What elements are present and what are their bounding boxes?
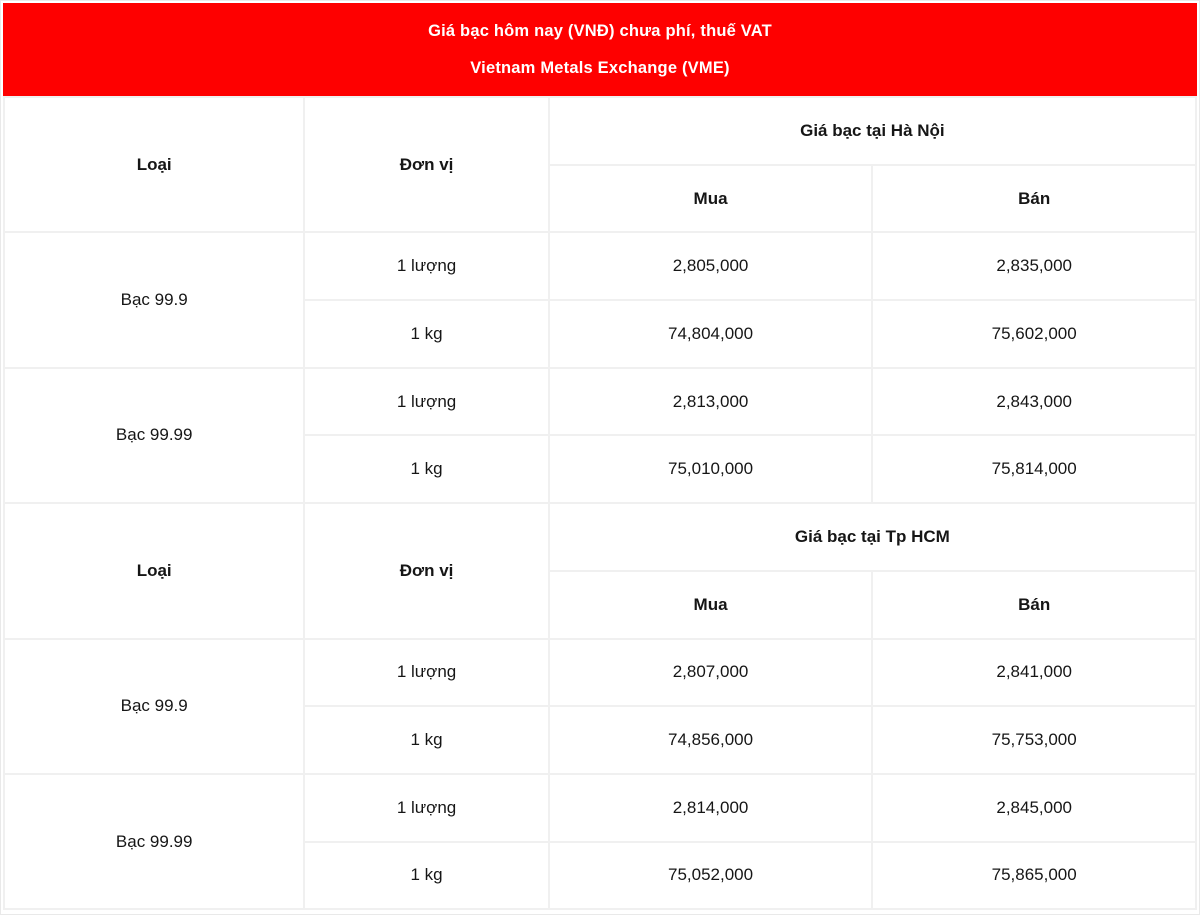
column-header-sell: Bán xyxy=(872,571,1196,639)
column-header-buy: Mua xyxy=(549,571,873,639)
table-row xyxy=(4,368,1196,436)
buy-price-cell: 74,856,000 xyxy=(549,706,873,774)
sell-price-cell: 75,865,000 xyxy=(872,842,1196,910)
unit-cell: 1 lượng xyxy=(304,232,548,300)
banner-title-line1: Giá bạc hôm nay (VNĐ) chưa phí, thuế VAT xyxy=(428,21,772,40)
column-header-unit: Đơn vị xyxy=(304,97,548,232)
buy-price-cell: 2,805,000 xyxy=(549,232,873,300)
unit-cell: 1 lượng xyxy=(304,639,548,707)
banner-title-line2: Vietnam Metals Exchange (VME) xyxy=(470,58,730,77)
buy-price-cell: 75,052,000 xyxy=(549,842,873,910)
sell-price-cell: 75,753,000 xyxy=(872,706,1196,774)
section-hcm-header-row xyxy=(4,503,1196,571)
buy-price-cell: 2,807,000 xyxy=(549,639,873,707)
sell-price-cell: 2,843,000 xyxy=(872,368,1196,436)
table-row xyxy=(4,774,1196,842)
buy-price-cell: 2,813,000 xyxy=(549,368,873,436)
column-header-sell: Bán xyxy=(872,165,1196,233)
sell-price-cell: 75,602,000 xyxy=(872,300,1196,368)
region-header-hcm: Giá bạc tại Tp HCM xyxy=(549,503,1196,571)
sell-price-cell: 75,814,000 xyxy=(872,435,1196,503)
sell-price-cell: 2,845,000 xyxy=(872,774,1196,842)
sell-price-cell: 2,841,000 xyxy=(872,639,1196,707)
type-cell: Bạc 99.9 xyxy=(4,232,304,367)
unit-cell: 1 kg xyxy=(304,706,548,774)
type-cell: Bạc 99.9 xyxy=(4,639,304,774)
section-hanoi-header-row xyxy=(4,97,1196,165)
unit-cell: 1 lượng xyxy=(304,774,548,842)
price-table xyxy=(3,96,1197,910)
sell-price-cell: 2,835,000 xyxy=(872,232,1196,300)
buy-price-cell: 2,814,000 xyxy=(549,774,873,842)
type-cell: Bạc 99.99 xyxy=(4,368,304,503)
column-header-buy: Mua xyxy=(549,165,873,233)
unit-cell: 1 kg xyxy=(304,435,548,503)
buy-price-cell: 75,010,000 xyxy=(549,435,873,503)
unit-cell: 1 lượng xyxy=(304,368,548,436)
buy-price-cell: 74,804,000 xyxy=(549,300,873,368)
unit-cell: 1 kg xyxy=(304,300,548,368)
column-header-type: Loại xyxy=(4,503,304,638)
type-cell: Bạc 99.99 xyxy=(4,774,304,909)
column-header-type: Loại xyxy=(4,97,304,232)
column-header-unit: Đơn vị xyxy=(304,503,548,638)
unit-cell: 1 kg xyxy=(304,842,548,910)
region-header-hanoi: Giá bạc tại Hà Nội xyxy=(549,97,1196,165)
table-row xyxy=(4,639,1196,707)
table-row xyxy=(4,232,1196,300)
title-banner xyxy=(3,3,1197,96)
